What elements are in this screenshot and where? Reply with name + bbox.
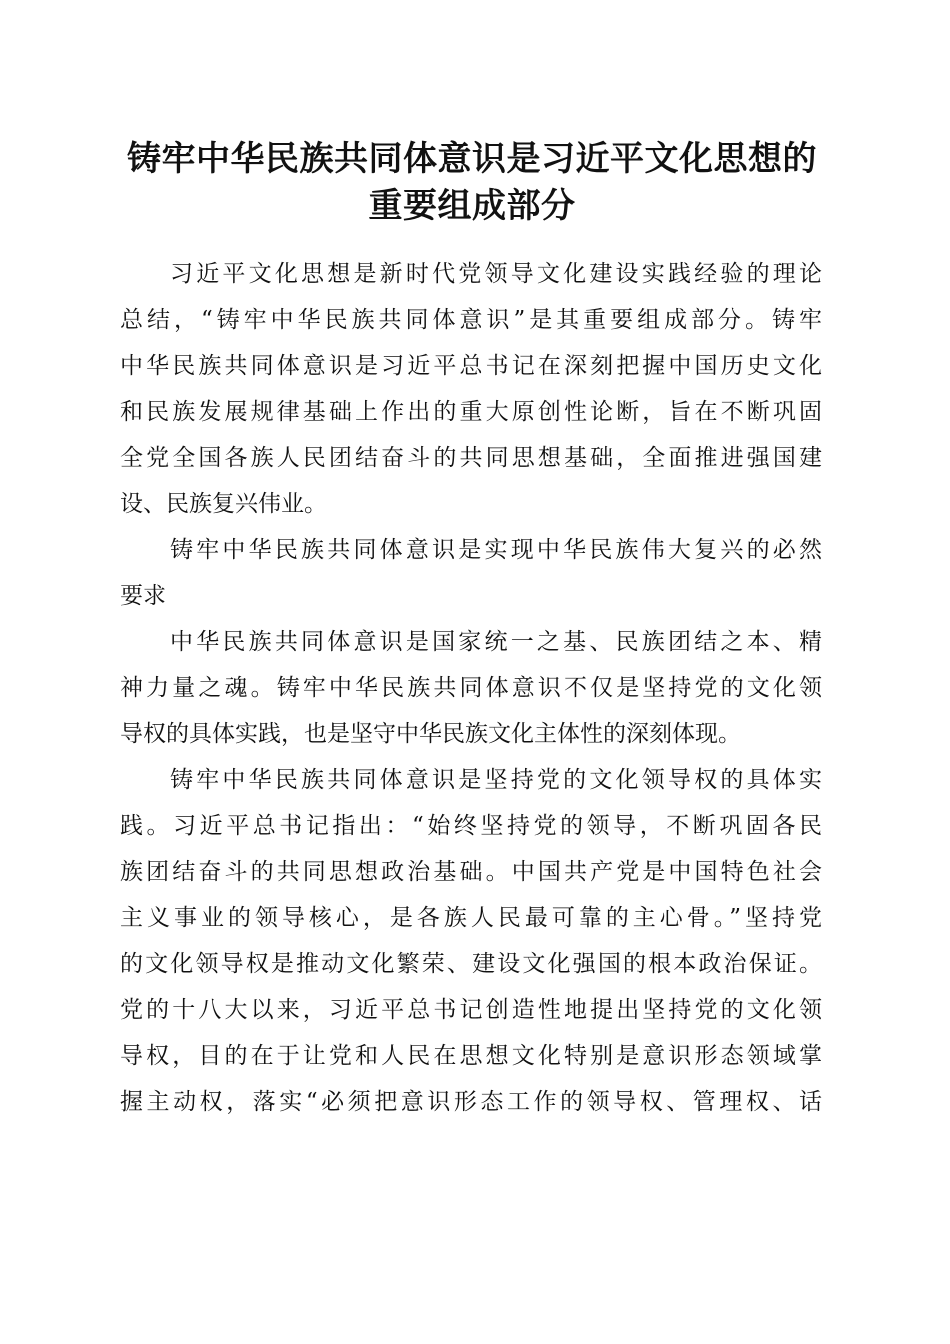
- paragraph: [120, 527, 822, 619]
- paragraph: [120, 619, 822, 757]
- text-line: 中华民族共同体意识是国家统一之基、民族团结之本、精: [170, 629, 822, 655]
- text-line: 践。习近平总书记指出：“始终坚持党的领导，不断巩固各民: [120, 813, 822, 839]
- text-line: 总结，“铸牢中华民族共同体意识”是其重要组成部分。铸牢: [120, 307, 822, 333]
- document-body: [120, 251, 822, 1125]
- text-line: 握主动权，落实“必须把意识形态工作的领导权、管理权、话: [120, 1089, 822, 1115]
- text-line: 设、民族复兴伟业。: [120, 491, 327, 517]
- text-line: 导权的具体实践，也是坚守中华民族文化主体性的深刻体现。: [120, 721, 741, 747]
- text-line: 党的十八大以来，习近平总书记创造性地提出坚持党的文化领: [120, 997, 822, 1023]
- text-line: 铸牢中华民族共同体意识是实现中华民族伟大复兴的必然: [170, 537, 822, 563]
- text-line: 族团结奋斗的共同思想政治基础。中国共产党是中国特色社会: [120, 859, 822, 885]
- text-line: 中华民族共同体意识是习近平总书记在深刻把握中国历史文化: [120, 353, 822, 379]
- text-line: 和民族发展规律基础上作出的重大原创性论断，旨在不断巩固: [120, 399, 822, 425]
- text-line: 主义事业的领导核心，是各族人民最可靠的主心骨。”坚持党: [120, 905, 822, 931]
- text-line: 习近平文化思想是新时代党领导文化建设实践经验的理论: [170, 261, 822, 287]
- paragraph: [120, 757, 822, 1125]
- text-line: 导权，目的在于让党和人民在思想文化特别是意识形态领域掌: [120, 1043, 822, 1069]
- text-line: 神力量之魂。铸牢中华民族共同体意识不仅是坚持党的文化领: [120, 675, 822, 701]
- text-line: 的文化领导权是推动文化繁荣、建设文化强国的根本政治保证。: [120, 951, 822, 977]
- text-line: 要求: [120, 583, 166, 609]
- text-line: 铸牢中华民族共同体意识是坚持党的文化领导权的具体实: [170, 767, 822, 793]
- title-line-2: 重要组成部分: [368, 186, 576, 226]
- title-line-1: 铸牢中华民族共同体意识是习近平文化思想的: [127, 139, 817, 179]
- text-line: 全党全国各族人民团结奋斗的共同思想基础，全面推进强国建: [120, 445, 822, 471]
- paragraph: [120, 251, 822, 527]
- document-title: [100, 136, 844, 230]
